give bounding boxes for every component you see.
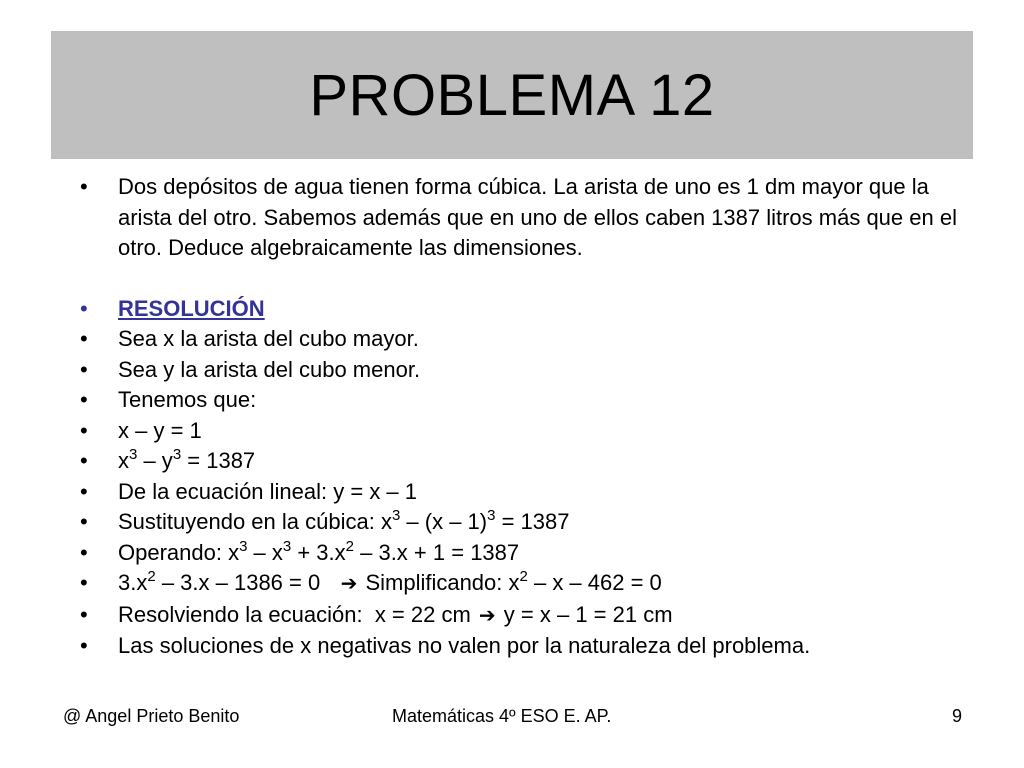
eq-part: – (x – 1) [400,509,488,534]
eq-part: – 3.x – 1386 = 0 [155,570,339,595]
eq-part: 3.x [118,570,148,595]
bullet-icon: • [80,478,88,504]
bullet-line-1 [80,324,980,355]
line-text: Sea x la arista del cubo mayor. [118,326,419,351]
eq-part: – x – 462 = 0 [527,570,662,595]
line-text: Tenemos que: [118,387,257,412]
spacer [80,264,980,294]
line-text: Sea y la arista del cubo menor. [118,356,421,382]
exponent: 3 [282,537,292,555]
bullet-icon: • [80,509,88,534]
bullet-icon: • [80,417,88,443]
eq-part: Resolviendo la ecuación: x = 22 cm [118,601,477,627]
bullet-resolution [80,294,980,325]
eq-part: y = x – 1 = 21 cm [497,601,673,627]
bullet-line-7 [80,507,980,538]
bullet-icon: • [80,326,88,351]
eq-part: Operando: x [118,539,240,565]
eq-part: x [118,448,129,473]
bullet-line-10 [80,600,980,632]
exponent: 3 [391,507,401,524]
equation-text [118,446,980,477]
title-banner [51,31,973,159]
bullet-icon: • [80,633,88,658]
eq-part: Simplificando: x [359,570,520,595]
eq-part: – y [137,448,173,473]
bullet-icon: • [80,356,88,382]
bullet-icon: • [80,539,88,565]
slide-content [80,172,980,662]
resolution-heading[interactable]: RESOLUCIÓN [118,295,265,321]
bullet-icon: • [80,387,88,412]
bullet-line-4 [80,416,980,447]
line-text: x – y = 1 [118,417,202,443]
equation-text [118,568,980,600]
equation-text [118,538,980,569]
exponent: 2 [519,568,528,585]
eq-part: – x [247,539,283,565]
exponent: 2 [345,537,354,555]
bullet-icon: • [80,448,88,473]
exponent: 3 [129,446,138,463]
bullet-line-8 [80,538,980,569]
eq-part: Sustituyendo en la cúbica: x [118,509,392,534]
footer-course: Matemáticas 4º ESO E. AP. [392,706,612,726]
bullet-icon: • [80,295,88,321]
slide-title: PROBLEMA 12 [309,62,715,128]
exponent: 3 [172,446,182,463]
eq-part: – 3.x + 1 = 1387 [354,539,520,565]
bullet-line-9 [80,568,980,600]
exponent: 3 [239,537,248,555]
eq-part: = 1387 [181,448,256,473]
bullet-icon: • [80,601,88,627]
bullet-line-3 [80,385,980,416]
bullet-line-11 [80,631,980,662]
arrow-right-icon: ➔ [340,573,358,595]
equation-text [118,600,980,632]
line-text: Las soluciones de x negativas no valen por la naturaleza del problema. [118,633,811,658]
bullet-statement [80,172,980,264]
exponent: 3 [487,507,496,524]
bullet-icon: • [80,570,88,595]
eq-part: + 3.x [291,539,346,565]
statement-text: Dos depósitos de agua tienen forma cúbica. La arista de uno es 1 dm mayor que la arista del otro. Sabemos además que en uno de ellos caben 1387 litros más que en el otro. Deduce algebraicamente las dimensiones. [118,174,957,260]
bullet-icon: • [80,174,88,199]
exponent: 2 [147,568,156,585]
eq-part: = 1387 [495,509,570,534]
footer-author: @ Angel Prieto Benito [63,706,240,726]
bullet-line-6 [80,477,980,508]
bullet-line-2 [80,355,980,386]
equation-text [118,507,980,538]
footer-page-number: 9 [952,706,963,726]
line-text: De la ecuación lineal: y = x – 1 [118,478,418,504]
arrow-right-icon: ➔ [478,604,496,627]
bullet-line-5 [80,446,980,477]
